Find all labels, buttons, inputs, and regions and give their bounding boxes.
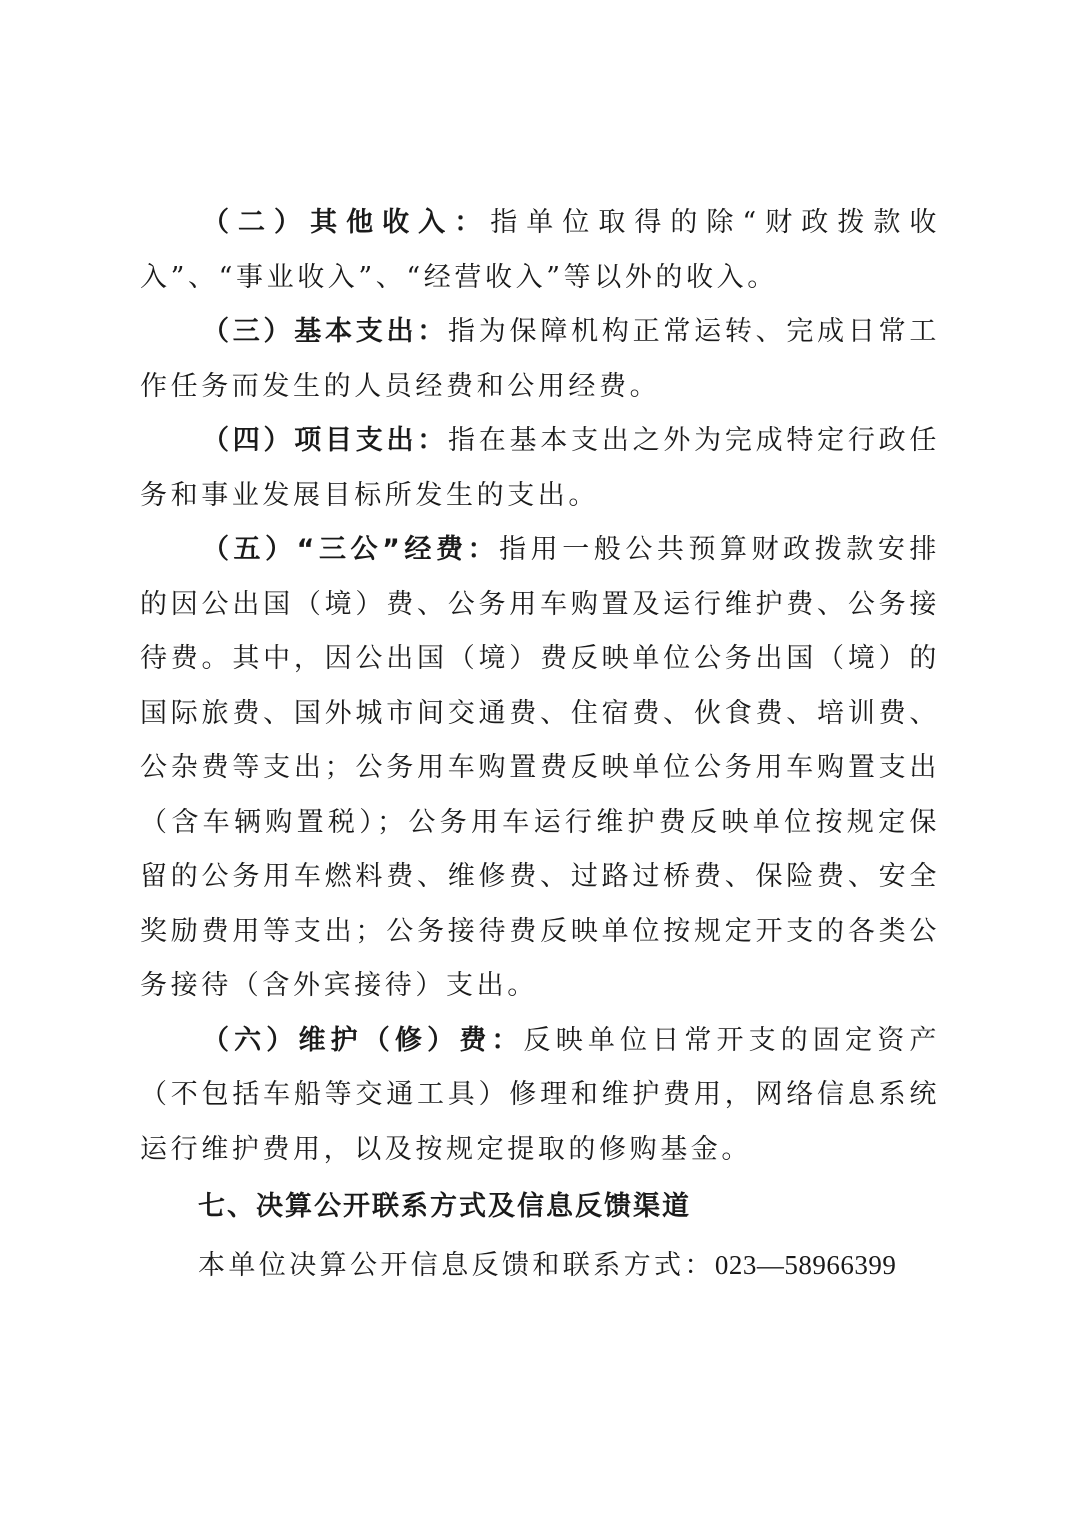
contact-label: 本单位决算公开信息反馈和联系方式： (198, 1250, 715, 1281)
term-definition: 指单位取得的除“财政拨款收入”、“事业收入”、“经营收入”等以外的收入。 (140, 207, 940, 293)
contact-line (140, 1237, 940, 1294)
term-definition: 指用一般公共预算财政拨款安排的因公出国（境）费、公务用车购置及运行维护费、公务接待费。其中，因公出国（境）费反映单位公务出国（境）的国际旅费、国外城市间交通费、住宿费、伙食费、培训费、公杂费等支出；公务用车购置费反映单位公务用车购置支出（含车辆购置税）；公务用车运行维护费反映单位按规定保留的公务用车燃料费、维修费、过路过桥费、保险费、安全奖励费用等支出；公务接待费反映单位按规定开支的各类公务接待（含外宾接待）支出。 (140, 534, 940, 1001)
definition-other-income (140, 196, 940, 305)
definition-three-public-expenses (140, 523, 940, 1014)
contact-phone: 023—58966399 (714, 1250, 897, 1280)
definition-maintenance-fee (140, 1014, 940, 1178)
document-page (140, 196, 940, 1294)
section-heading: 七、决算公开联系方式及信息反馈渠道 (198, 1191, 691, 1222)
term-label: （三）基本支出： (202, 316, 449, 347)
term-label: （五）“三公”经费： (202, 534, 500, 565)
term-label: （四）项目支出： (202, 425, 449, 456)
term-label: （六）维护（修）费： (202, 1024, 524, 1056)
term-definition: 指在基本支出之外为完成特定行政任务和事业发展目标所发生的支出。 (140, 425, 940, 511)
term-definition: 指为保障机构正常运转、完成日常工作任务而发生的人员经费和公用经费。 (140, 316, 940, 402)
term-label: （二）其他收入： (202, 207, 491, 238)
term-definition: 反映单位日常开支的固定资产（不包括车船等交通工具）修理和维护费用，网络信息系统运行维护费用，以及按规定提取的修购基金。 (140, 1024, 940, 1165)
definition-project-expenditure (140, 414, 940, 523)
definition-basic-expenditure (140, 305, 940, 414)
